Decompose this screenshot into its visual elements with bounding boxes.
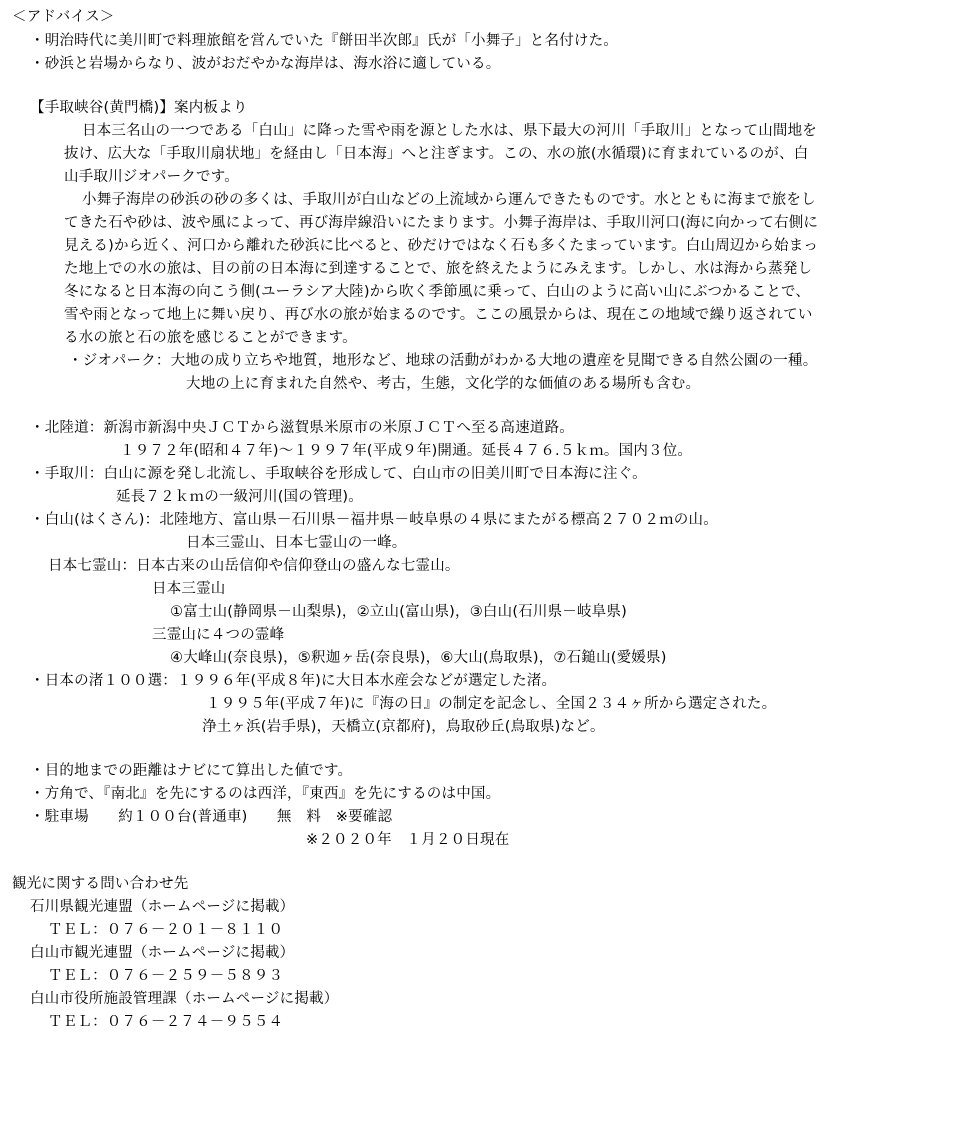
contacts-heading: 観光に関する問い合わせ先: [12, 876, 189, 892]
as-of-date: ※２０２０年 １月２０日現在: [306, 832, 510, 848]
signboard-line: 日本三名山の一つである「白山」に降った雪や雨を源とした水は、県下最大の河川「手取川」となって山間地を: [82, 123, 817, 139]
misc-direction-note: ・方角で、『南北』を先にするのは西洋，『東西』を先にするのは中国。: [30, 786, 501, 802]
signboard-heading: 【手取峡谷(黄門橋)】案内板より: [30, 100, 248, 116]
note-hokurikudo: ・北陸道：新潟市新潟中央ＪＣＴから滋賀県米原市の米原ＪＣＴへ至る高速道路。: [30, 420, 574, 436]
contact-name: 白山市観光連盟（ホームページに掲載）: [30, 945, 295, 961]
contact-tel: ＴＥＬ：０７６－２５９－５８９３: [48, 968, 284, 984]
signboard-line: 小舞子海岸の砂浜の砂の多くは、手取川が白山などの上流域から運んできたものです。水とともに海まで旅をし: [82, 192, 816, 208]
note-three-sacred-list: ①富士山(静岡県－山梨県)，②立山(富山県)，③白山(石川県－岐阜県): [170, 604, 627, 620]
advice-heading: ＜アドバイス＞: [12, 9, 115, 25]
note-hakusan: ・白山(はくさん)：北陸地方、富山県－石川県－福井県－岐阜県の４県にまたがる標高２７０２ｍの山。: [30, 512, 718, 528]
note-three-sacred-mountains: 日本三霊山: [152, 581, 226, 597]
note-nagisa-100-cont: １９９５年(平成７年)に『海の日』の制定を記念し、全国２３４ヶ所から選定された。: [206, 696, 777, 712]
geopark-definition: ・ジオパーク：大地の成り立ちや地質，地形など、地球の活動がわかる大地の遺産を見聞できる自然公園の一種。: [68, 353, 818, 369]
note-hokurikudo-cont: １９７２年(昭和４７年)～１９９７年(平成９年)開通。延長４７６.５ｋｍ。国内３位。: [120, 443, 693, 459]
contact-name: 白山市役所施設管理課（ホームページに掲載）: [30, 991, 339, 1007]
advice-item: ・明治時代に美川町で料理旅館を営んでいた『餅田半次郎』氏が「小舞子」と名付けた。: [30, 33, 618, 49]
signboard-line: 見える)から近く、河口から離れた砂浜に比べると、砂だけではなく石も多くたまっています。白山周辺から始まっ: [64, 238, 819, 254]
note-tedorigawa: ・手取川：白山に源を発し北流し、手取峡谷を形成して、白山市の旧美川町で日本海に注ぐ。: [30, 466, 647, 482]
signboard-line: た地上での水の旅は、目の前の日本海に到達することで、旅を終えたようにみえます。しかし、水は海から蒸発し: [64, 261, 813, 277]
note-four-peaks-list: ④大峰山(奈良県)，⑤釈迦ヶ岳(奈良県)，⑥大山(鳥取県)，⑦石鎚山(愛媛県): [170, 650, 667, 666]
geopark-definition-cont: 大地の上に育まれた自然や、考古，生態，文化学的な価値のある場所も含む。: [186, 376, 701, 392]
signboard-line: 冬になると日本海の向こう側(ユーラシア大陸)から吹く季節風に乗って、白山のように高い山にぶつかることで、: [64, 284, 811, 300]
signboard-line: る水の旅と石の旅を感じることができます。: [64, 330, 357, 346]
signboard-line: 抜け、広大な「手取川扇状地」を経由し「日本海」へと注ぎます。この、水の旅(水循環)に育まれているのが、白: [64, 146, 809, 162]
signboard-line: 山手取川ジオパークです。: [64, 169, 239, 185]
contact-name: 石川県観光連盟（ホームページに掲載）: [30, 899, 295, 915]
note-nagisa-100: ・日本の渚１００選：１９９６年(平成８年)に大日本水産会などが選定した渚。: [30, 673, 557, 689]
note-four-peaks: 三霊山に４つの霊峰: [152, 627, 285, 643]
misc-distance-note: ・目的地までの距離はナビにて算出した値です。: [30, 763, 353, 779]
contact-tel: ＴＥＬ：０７６－２０１－８１１０: [48, 922, 284, 938]
note-hakusan-cont: 日本三霊山、日本七霊山の一峰。: [186, 535, 407, 551]
note-tedorigawa-cont: 延長７２ｋｍの一級河川(国の管理)。: [116, 489, 363, 505]
signboard-line: てきた石や砂は、波や風によって、再び海岸線沿いにたまります。小舞子海岸は、手取川河口(海に向かって右側に: [64, 215, 819, 231]
misc-parking: ・駐車場 約１００台(普通車) 無 料 ※要確認: [30, 809, 393, 825]
note-nagisa-100-examples: 浄土ヶ浜(岩手県)，天橋立(京都府)，鳥取砂丘(鳥取県)など。: [202, 719, 605, 735]
contact-tel: ＴＥＬ：０７６－２７４－９５５４: [48, 1014, 284, 1030]
signboard-line: 雪や雨となって地上に舞い戻り、再び水の旅が始まるのです。ここの風景からは、現在この地域で繰り返されてい: [64, 307, 813, 323]
advice-item: ・砂浜と岩場からなり、波がおだやかな海岸は、海水浴に適している。: [30, 56, 501, 72]
note-seven-sacred-mountains: 日本七霊山：日本古来の山岳信仰や信仰登山の盛んな七霊山。: [48, 558, 460, 574]
